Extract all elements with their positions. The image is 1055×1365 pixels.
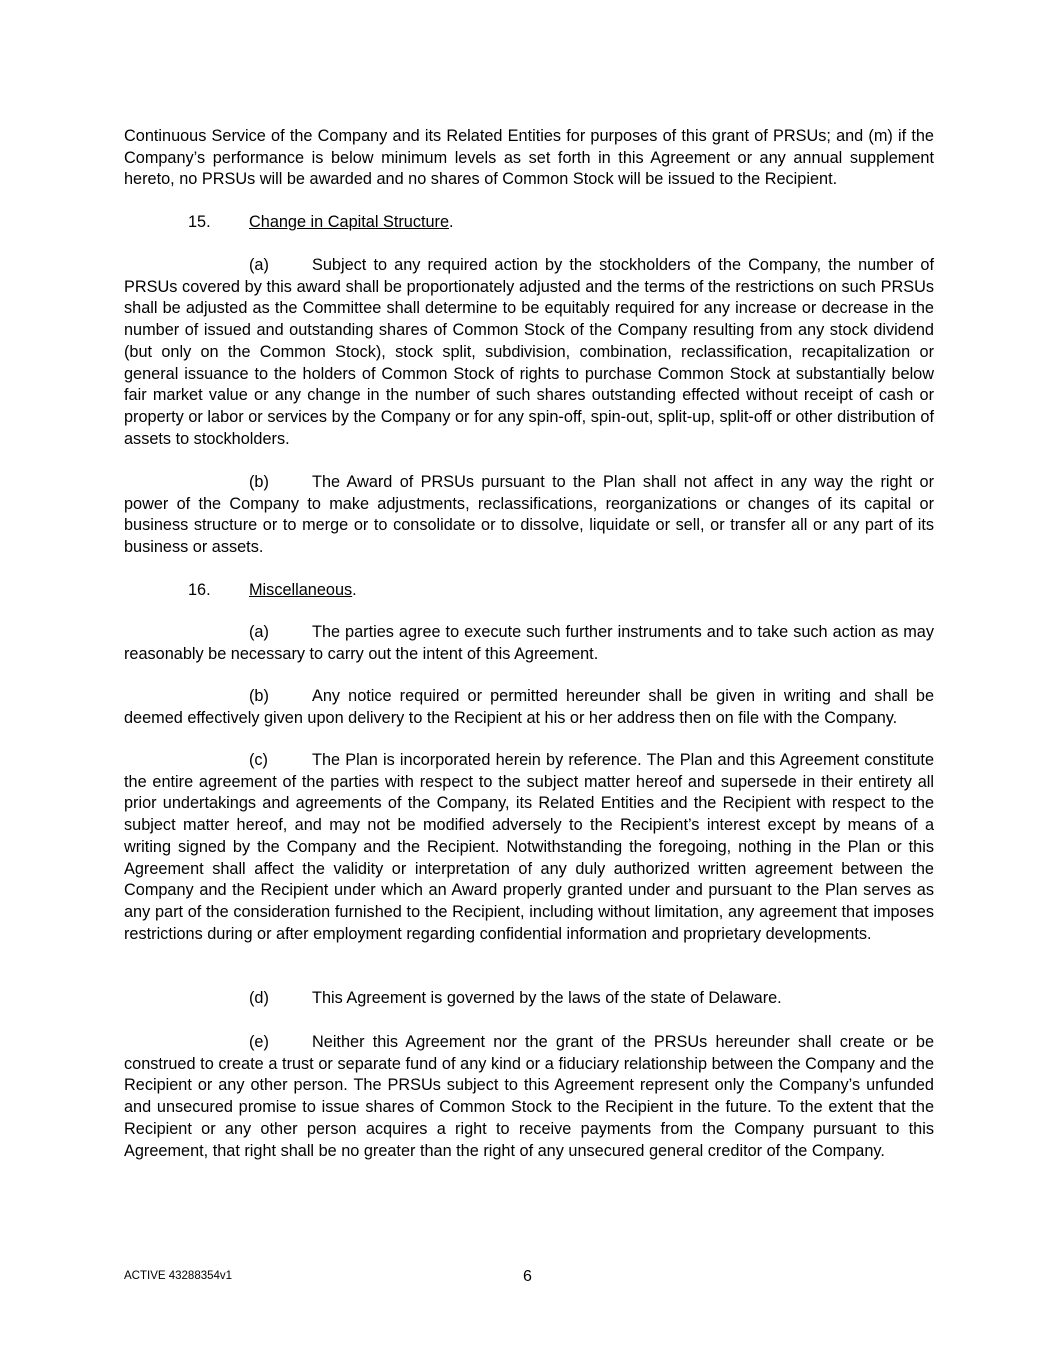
section-16-heading (188, 580, 357, 602)
section-15b-label: (b) (249, 473, 269, 491)
section-16b-text: Any notice required or permitted hereunder shall be given in writing and shall be deemed effectively given upon delivery to the Recipient at his or her address then on file with the Company. (124, 687, 934, 727)
section-16e-label: (e) (249, 1033, 269, 1051)
section-16b-paragraph (124, 686, 934, 729)
section-15b-paragraph (124, 472, 934, 559)
section-16c-paragraph (124, 750, 934, 945)
section-15a-text: Subject to any required action by the stockholders of the Company, the number of PRSUs covered by this award shall be proportionately adjusted and the terms of the restrictions on such PRSUs shall be adjusted as the Committee shall determine to be equitably required for any increase or decrease in the number of issued and outstanding shares of Common Stock of the Company resulting from any stock dividend (but only on the Common Stock), stock split, subdivision, combination, reclassification, recapitalization or general issuance to the holders of Common Stock of rights to purchase Common Stock at substantially below fair market value or any change in the number of such shares outstanding effected without receipt of cash or property or labor or services by the Company or for any spin-off, spin-out, split-up, split-off or other distribution of assets to stockholders. (124, 256, 934, 448)
intro-paragraph-block (124, 126, 934, 191)
section-16a-block (124, 622, 934, 665)
section-16e-paragraph (124, 1032, 934, 1162)
section-16-title: Miscellaneous (249, 581, 353, 599)
section-15-title: Change in Capital Structure (249, 213, 450, 231)
intro-paragraph: Continuous Service of the Company and its Related Entities for purposes of this grant of PRSUs; and (m) if the Company’s performance is below minimum levels as set forth in this Agreement or any annual supplement hereto, no PRSUs will be awarded and no shares of Common Stock will be issued to the Recipient. (124, 127, 934, 189)
section-15-heading (188, 212, 454, 234)
page-number: 6 (523, 1268, 532, 1285)
section-15b-block (124, 472, 934, 559)
section-16b-label: (b) (249, 687, 269, 705)
section-15a-label: (a) (249, 256, 269, 274)
section-16e-block (124, 1032, 934, 1162)
section-16c-block (124, 750, 934, 945)
section-16a-label: (a) (249, 623, 269, 641)
section-16-number: 16. (188, 581, 211, 599)
section-16c-text: The Plan is incorporated herein by reference. The Plan and this Agreement constitute the entire agreement of the parties with respect to the subject matter hereof and supersede in their entirety all prior undertakings and agreements of the Company, its Related Entities and the Recipient with respect to the subject matter hereof, and may not be modified adversely to the Recipient’s interest except by means of a writing signed by the Company and the Recipient. Notwithstanding the foregoing, nothing in the Plan or this Agreement shall affect the validity or interpretation of any duly authorized written agreement between the Company and the Recipient under which an Award properly granted under and pursuant to the Plan serves as any part of the consideration furnished to the Recipient, including without limitation, any agreement that imposes restrictions during or after employment regarding confidential information and proprietary developments. (124, 751, 934, 943)
section-16d-line (249, 988, 949, 1010)
section-15-title-period: . (449, 213, 454, 231)
section-16a-paragraph (124, 622, 934, 665)
section-16-title-period: . (352, 581, 357, 599)
section-15a-paragraph (124, 255, 934, 450)
section-15a-block (124, 255, 934, 450)
section-16d-text: This Agreement is governed by the laws of the state of Delaware. (312, 989, 782, 1007)
section-16c-label: (c) (249, 751, 268, 769)
section-16b-block (124, 686, 934, 729)
footer-document-id: ACTIVE 43288354v1 (124, 1270, 233, 1282)
section-16e-text: Neither this Agreement nor the grant of the PRSUs hereunder shall create or be construed to create a trust or separate fund of any kind or a fiduciary relationship between the Company and the Recipient or any other person. The PRSUs subject to this Agreement represent only the Company’s unfunded and unsecured promise to issue shares of Common Stock to the Recipient in the future. To the extent that the Recipient or any other person acquires a right to receive payments from the Company pursuant to this Agreement, that right shall be no greater than the right of any unsecured general creditor of the Company. (124, 1033, 934, 1160)
section-15-number: 15. (188, 213, 211, 231)
section-16d-label: (d) (249, 989, 269, 1007)
section-16a-text: The parties agree to execute such further instruments and to take such action as may reasonably be necessary to carry out the intent of this Agreement. (124, 623, 934, 663)
section-15b-text: The Award of PRSUs pursuant to the Plan shall not affect in any way the right or power of the Company to make adjustments, reclassifications, reorganizations or changes of its capital or business structure or to merge or to consolidate or to dissolve, liquidate or sell, or transfer all or any part of its business or assets. (124, 473, 934, 557)
